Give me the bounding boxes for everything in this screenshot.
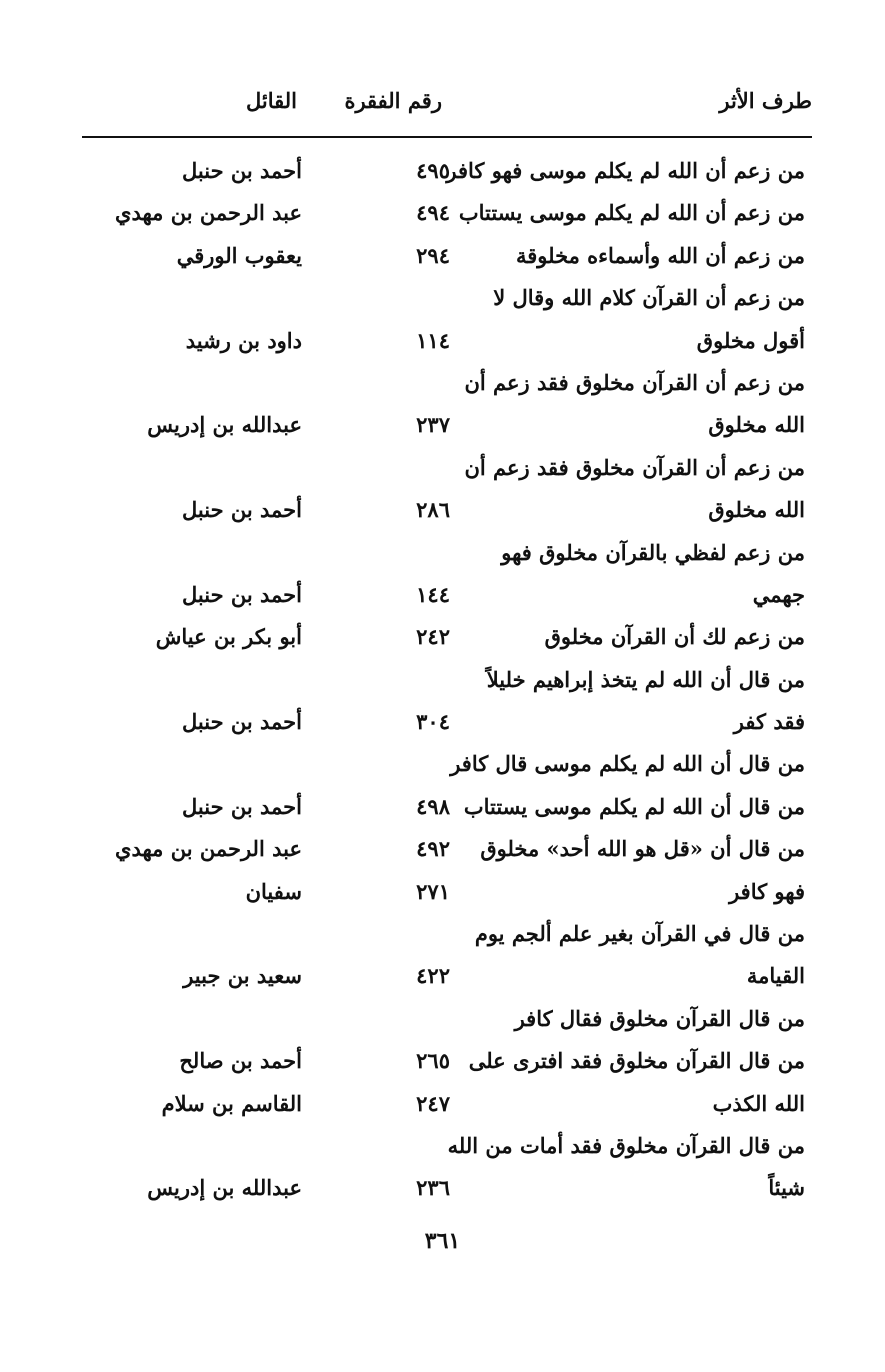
entry-number: ٤٩٥ [416,158,450,183]
entry-number: ٢٤٧ [416,1090,450,1116]
entry-text: من زعم أن القرآن كلام الله وقال لا [493,285,805,311]
entry-speaker: أحمد بن حنبل [182,709,302,735]
entry-text: من زعم أن الله وأسماءه مخلوقة [515,242,805,268]
entry-number: ١٤٤ [416,581,450,607]
table-row [0,150,885,192]
table-row [0,743,885,785]
entry-speaker: يعقوب الورقي [176,242,302,268]
entry-text: من زعم لك أن القرآن مخلوق [544,624,805,650]
entry-number: ٢٩٤ [416,242,450,268]
header-number-label: رقم الفقرة [344,88,442,113]
table-row [0,362,885,404]
table-header [82,88,812,128]
table-row [0,1040,885,1082]
entry-text: من زعم أن القرآن مخلوق فقد زعم أن [464,454,805,480]
page-number: ٣٦١ [424,1228,461,1254]
entry-text: الله الكذب [712,1090,805,1116]
entry-text: من قال أن «قل هو الله أحد» مخلوق [480,836,805,862]
entry-speaker: عبدالله بن إدريس [147,412,302,438]
entry-number: ٢٨٦ [416,497,450,523]
table-row [0,277,885,319]
entry-speaker: عبد الرحمن بن مهدي [115,836,302,862]
table-row [0,404,885,446]
entry-text: من قال أن الله لم يكلم موسى يستتاب [463,793,805,819]
table-row [0,998,885,1040]
table-row [0,616,885,658]
entry-speaker: عبد الرحمن بن مهدي [115,200,302,226]
entry-speaker: أبو بكر بن عياش [155,624,302,650]
table-row [0,532,885,574]
entry-text: من قال القرآن مخلوق فقد افترى على [468,1048,805,1074]
entry-text: من زعم أن القرآن مخلوق فقد زعم أن [464,369,805,395]
table-row [0,701,885,743]
entry-text: من قال أن الله لم يتخذ إبراهيم خليلاً [486,666,805,692]
entry-number: ٢٤٢ [416,624,450,650]
entry-number: ١١٤ [416,327,450,353]
entry-text: من قال في القرآن بغير علم ألجم يوم [474,921,805,947]
entry-text: من زعم أن الله لم يكلم موسى يستتاب [458,200,805,226]
table-row [0,913,885,955]
entry-number: ٤٩٤ [416,200,450,226]
table-row [0,1125,885,1167]
entry-text: من قال القرآن مخلوق فقد أمات من الله [447,1132,805,1158]
entry-number: ٢٦٥ [416,1048,450,1074]
table-row [0,235,885,277]
entry-speaker: داود بن رشيد [185,327,302,353]
header-text-label: طرف الأثر [719,88,812,113]
entry-speaker: أحمد بن صالح [179,1048,302,1074]
entry-speaker: أحمد بن حنبل [182,497,302,523]
entry-number: ٢٧١ [416,878,450,904]
entry-text: من زعم لفظي بالقرآن مخلوق فهو [501,539,805,565]
table-row [0,489,885,531]
index-table [0,150,885,1210]
table-row [0,828,885,870]
entry-number: ٢٣٦ [416,1175,450,1201]
header-speaker-label: القائل [245,88,297,113]
entry-text: من قال القرآن مخلوق فقال كافر [514,1005,805,1031]
table-row [0,871,885,913]
entry-speaker: عبدالله بن إدريس [147,1175,302,1201]
entry-text: أقول مخلوق [696,327,805,353]
entry-text: فقد كفر [733,709,805,735]
entry-number: ٤٩٨ [416,793,450,819]
entry-text: من قال أن الله لم يكلم موسى قال كافر [450,751,805,777]
entry-number: ٣٠٤ [416,709,450,735]
table-row [0,192,885,234]
entry-number: ٤٢٢ [416,963,450,989]
entry-text: فهو كافر [729,878,805,904]
entry-speaker: القاسم بن سلام [161,1090,302,1116]
entry-text: الله مخلوق [708,412,805,438]
entry-text: جهمي [752,581,805,607]
table-row [0,1083,885,1125]
entry-text: الله مخلوق [708,497,805,523]
header-divider [82,136,812,138]
table-row [0,320,885,362]
entry-speaker: أحمد بن حنبل [182,793,302,819]
entry-speaker: أحمد بن حنبل [182,581,302,607]
table-row [0,955,885,997]
entry-speaker: أحمد بن حنبل [182,158,302,183]
entry-speaker: سفيان [245,878,302,904]
entry-number: ٢٣٧ [416,412,450,438]
table-row [0,786,885,828]
entry-number: ٤٩٢ [416,836,450,862]
table-row [0,447,885,489]
entry-text: القيامة [746,963,805,989]
entry-text: شيئاً [768,1175,805,1201]
entry-speaker: سعيد بن جبير [183,963,302,989]
table-row [0,1167,885,1209]
table-row [0,574,885,616]
entry-text: من زعم أن الله لم يكلم موسى فهو كافر [446,158,805,183]
table-row [0,659,885,701]
